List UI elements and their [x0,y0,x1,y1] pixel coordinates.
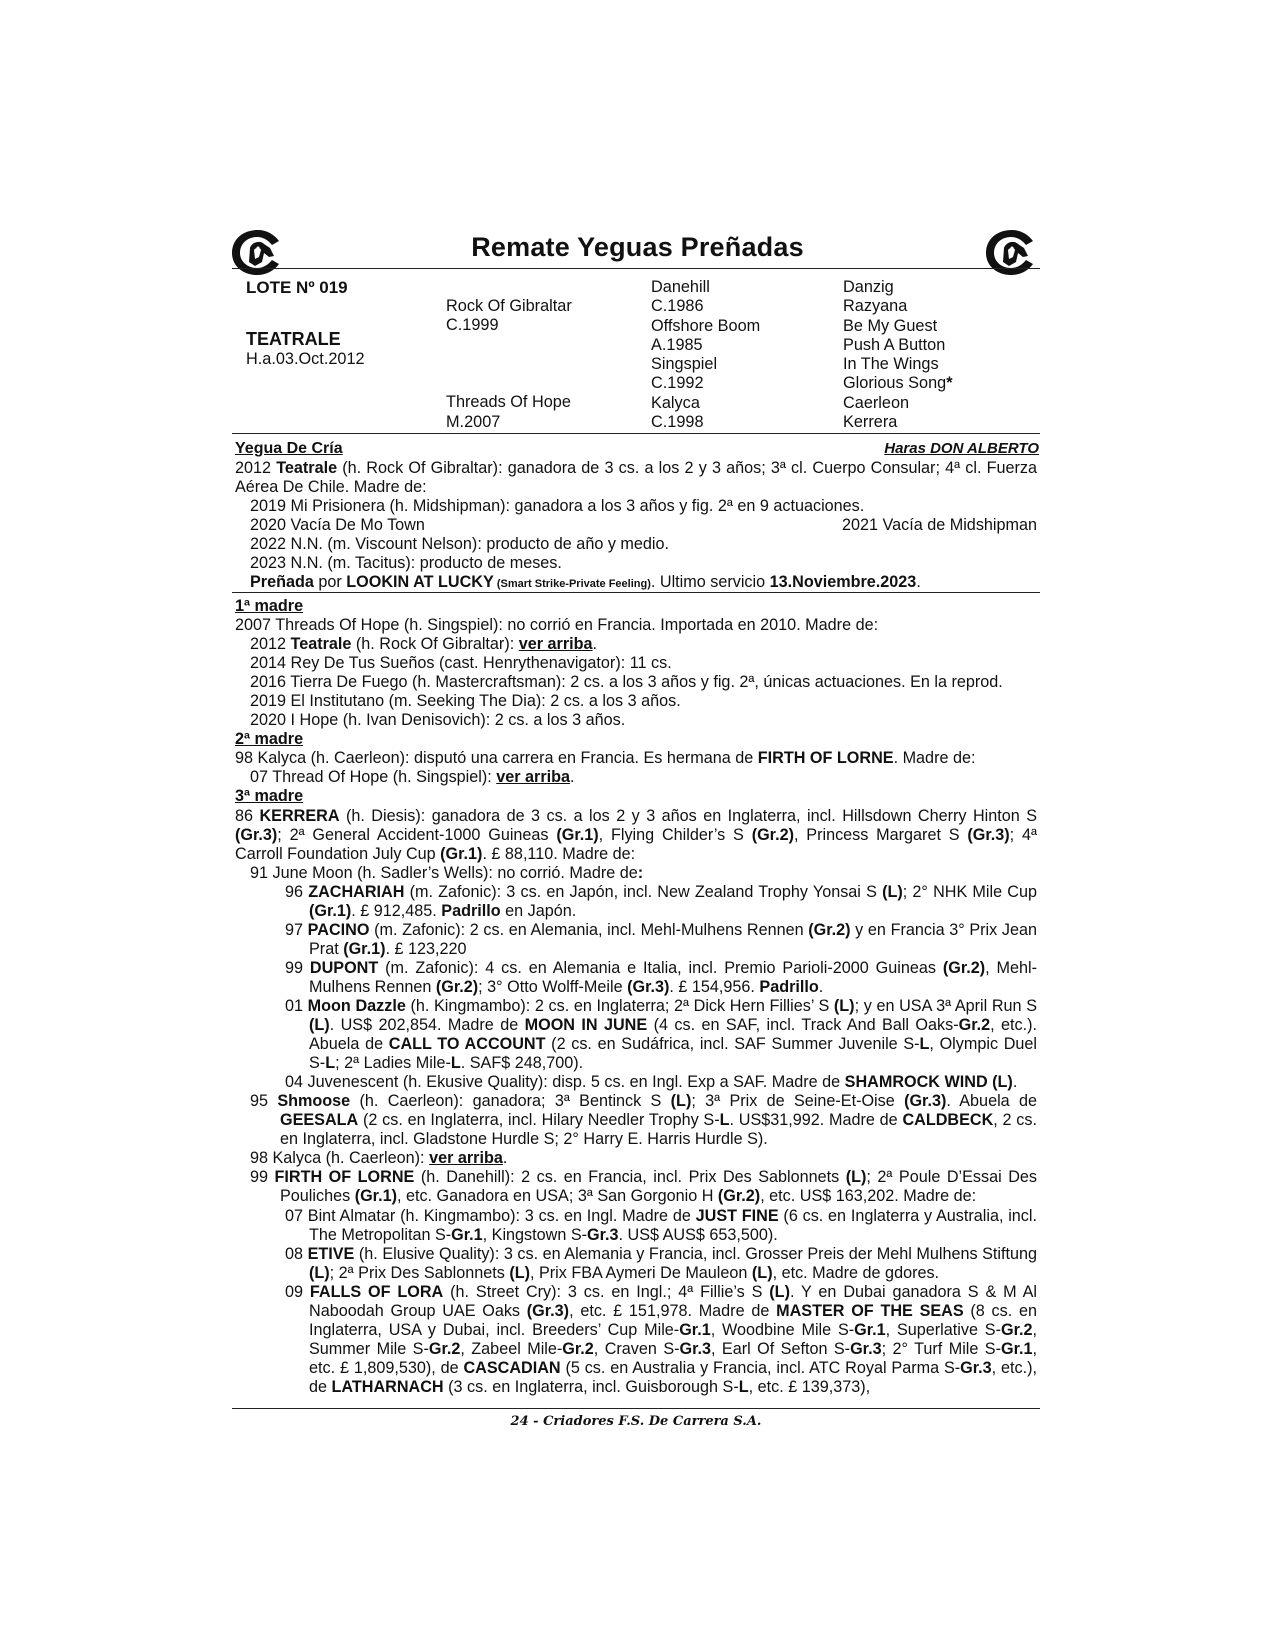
grandparent-info: C.1986 [651,297,704,316]
section-heading-yegua: Yegua De Cría [235,440,343,457]
paragraph: 86 KERRERA (h. Diesis): ganadora de 3 cs. a los 2 y 3 años en Inglaterra, incl. Hillsdown Cherry Hinton S (Gr.3); 2ª General Accident-1000 Guineas (Gr.1), Flying Childer’s S (Gr.2), Princess Margaret S (Gr.3); 4ª Carroll Foundation July Cup (Gr.1). £ 88,110. Madre de: [235,806,1037,863]
list-item: 99 DUPONT (m. Zafonic): 4 cs. en Alemania e Italia, incl. Premio Parioli-2000 Guineas (Gr.2), Mehl-Mulhens Rennen (Gr.2); 3° Otto Wolff-Meile (Gr.3). £ 154,956. Padrillo. [285,958,1037,996]
list-item: 2020 Vacía De Mo Town 2021 Vacía de Midshipman [250,516,1037,535]
header-rule [232,268,1040,269]
breeder-name: Haras DON ALBERTO [884,440,1039,457]
list-item: 95 Shmoose (h. Caerleon): ganadora; 3ª Bentinck S (L); 3ª Prix de Seine-Et-Oise (Gr.3). Abuela de GEESALA (2 cs. en Inglaterra, incl. Hilary Needler Trophy S-L. US$31,992. Madre de CALDBECK, 2 cs. en Inglaterra, incl. Gladstone Hurdle S; 2° Harry E. Harris Hurdle S). [250,1092,1037,1149]
grandparent: Singspiel [651,355,718,374]
list-item: 2019 Mi Prisionera (h. Midshipman): ganadora a los 3 años y fig. 2ª en 9 actuaciones. [250,497,865,516]
sire-name: Rock Of Gibraltar [446,297,572,315]
section-rule [232,592,1040,593]
list-item: 98 Kalyca (h. Caerleon): ver arriba. [250,1149,508,1168]
pedigree-horse [246,278,365,369]
dam-name: Threads Of Hope [446,393,571,412]
great-grandparent: Be My Guest [843,316,938,335]
grandparent-info: C.1998 [651,413,704,432]
grandparent: Danehill [651,278,710,296]
pedigree-rule [232,433,1040,434]
section-madres [235,597,1037,1397]
section-yegua [235,459,1037,594]
pregnancy-line: Preñada por LOOKIN AT LUCKY (Smart Strike-Private Feeling). Ultimo servicio 13.Noviembre.2023. [250,573,921,592]
list-item: 07 Bint Almatar (h. Kingmambo): 3 cs. en Ingl. Madre de JUST FINE (6 cs. en Inglaterra y Australia, incl. The Metropolitan S-Gr.1, Kingstown S-Gr.3. US$ AUS$ 653,500). [285,1206,1037,1244]
paragraph: 2007 Threads Of Hope (h. Singspiel): no corrió en Francia. Importada en 2010. Madre de: [235,616,879,635]
section-heading-2nd-dam: 2ª madre [235,730,304,749]
footer-rule [232,1408,1040,1409]
grandparent-info: C.1992 [651,374,704,393]
list-item: 2014 Rey De Tus Sueños (cast. Henrythenavigator): 11 cs. [250,654,672,673]
list-item: 07 Thread Of Hope (h. Singspiel): ver arriba. [250,768,575,787]
horse-head-logo [228,226,284,278]
list-item: 2020 I Hope (h. Ivan Denisovich): 2 cs. a los 3 años. [250,711,626,730]
asterisk-mark: * [946,374,953,393]
list-item: 01 Moon Dazzle (h. Kingmambo): 2 cs. en Inglaterra; 2ª Dick Hern Fillies’ S (L); y en USA 3ª April Run S (L). US$ 202,854. Madre de MOON IN JUNE (4 cs. en SAF, incl. Track And Ball Oaks-Gr.2, etc.). Abuela de CALL TO ACCOUNT (2 cs. en Sudáfrica, incl. SAF Summer Juvenile S-L, Olympic Duel S-L; 2ª Ladies Mile-L. SAF$ 248,700). [285,996,1038,1073]
pedigree-parents [446,297,572,432]
grandparent: Kalyca [651,393,700,412]
great-grandparent: Glorious Song* [843,374,953,393]
paragraph: 2012 Teatrale (h. Rock Of Gibraltar): ganadora de 3 cs. a los 2 y 3 años; 3ª cl. Cuerpo Consular; 4ª cl. Fuerza Aérea De Chile. Madre de: [235,459,1038,497]
section-heading-1st-dam: 1ª madre [235,597,304,615]
great-grandparent: In The Wings [843,355,939,374]
list-item: 2016 Tierra De Fuego (h. Mastercraftsman): 2 cs. a los 3 años y fig. 2ª, únicas actuaciones. En la reprod. [250,673,1003,692]
pedigree-grandparents [651,278,760,432]
great-grandparent: Caerleon [843,393,910,412]
page-footer: 24 - Criadores F.S. De Carrera S.A. [510,1414,762,1429]
great-grandparent: Razyana [843,297,908,316]
grandparent: Offshore Boom [651,316,761,335]
pedigree-great-grandparents [843,278,953,432]
list-item: 91 June Moon (h. Sadler’s Wells): no corrió. Madre de: [250,863,644,882]
list-item: 2019 El Institutano (m. Seeking The Dia): 2 cs. a los 3 años. [250,692,681,711]
dam-info: M.2007 [446,412,501,431]
list-item: 09 FALLS OF LORA (h. Street Cry): 3 cs. en Ingl.; 4ª Fillie’s S (L). Y en Dubai ganadora S & M Al Naboodah Group UAE Oaks (Gr.3), etc. £ 151,978. Madre de MASTER OF THE SEAS (8 cs. en Inglaterra, USA y Dubai, incl. Breeders’ Cup Mile-Gr.1, Woodbine Mile S-Gr.1, Superlative S-Gr.2, Summer Mile S-Gr.2, Zabeel Mile-Gr.2, Craven S-Gr.3, Earl Of Sefton S-Gr.3; 2° Turf Mile S-Gr.1, etc. £ 1,809,530), de CASCADIAN (5 cs. en Australia y Francia, incl. ATC Royal Parma S-Gr.3, etc.), de LATHARNACH (3 cs. en Inglaterra, incl. Guisborough S-L, etc. £ 139,373), [285,1282,1038,1396]
list-item: 2022 N.N. (m. Viscount Nelson): producto de año y medio. [250,535,669,554]
list-item: 97 PACINO (m. Zafonic): 2 cs. en Alemania, incl. Mehl-Mulhens Rennen (Gr.2) y en Francia 3° Prix Jean Prat (Gr.1). £ 123,220 [285,920,1037,958]
list-item: 04 Juvenescent (h. Ekusive Quality): disp. 5 cs. en Ingl. Exp a SAF. Madre de SHAMROCK WIND (L). [285,1073,1018,1092]
horse-head-logo [982,226,1038,278]
horse-birth: H.a.03.Oct.2012 [246,349,365,368]
paragraph: 98 Kalyca (h. Caerleon): disputó una carrera en Francia. Es hermana de FIRTH OF LORNE. Madre de: [235,749,976,768]
list-item: 2012 Teatrale (h. Rock Of Gibraltar): ver arriba. [250,635,598,654]
horse-name: TEATRALE [246,329,341,350]
grandparent-info: A.1985 [651,335,703,354]
great-grandparent: Kerrera [843,413,898,432]
great-grandparent: Push A Button [843,335,946,354]
sire-info: C.1999 [446,316,499,335]
great-grandparent: Danzig [843,278,894,296]
page-title: Remate Yeguas Preñadas [471,232,804,262]
list-item: 96 ZACHARIAH (m. Zafonic): 3 cs. en Japón, incl. New Zealand Trophy Yonsai S (L); 2° NHK Mile Cup (Gr.1). £ 912,485. Padrillo en Japón. [285,882,1037,920]
lot-number: LOTE Nº 019 [246,278,348,297]
list-item: 2023 N.N. (m. Tacitus): producto de meses. [250,554,562,573]
list-item: 99 FIRTH OF LORNE (h. Danehill): 2 cs. en Francia, incl. Prix Des Sablonnets (L); 2ª Poule D’Essai Des Pouliches (Gr.1), etc. Ganadora en USA; 3ª San Gorgonio H (Gr.2), etc. US$ 163,202. Madre de: [250,1168,1037,1206]
section-heading-3rd-dam: 3ª madre [235,787,304,806]
list-item: 08 ETIVE (h. Elusive Quality): 3 cs. en Alemania y Francia, incl. Grosser Preis der Mehl Mulhens Stiftung (L); 2ª Prix Des Sablonnets (L), Prix FBA Aymeri De Mauleon (L), etc. Madre de gdores. [285,1244,1037,1282]
